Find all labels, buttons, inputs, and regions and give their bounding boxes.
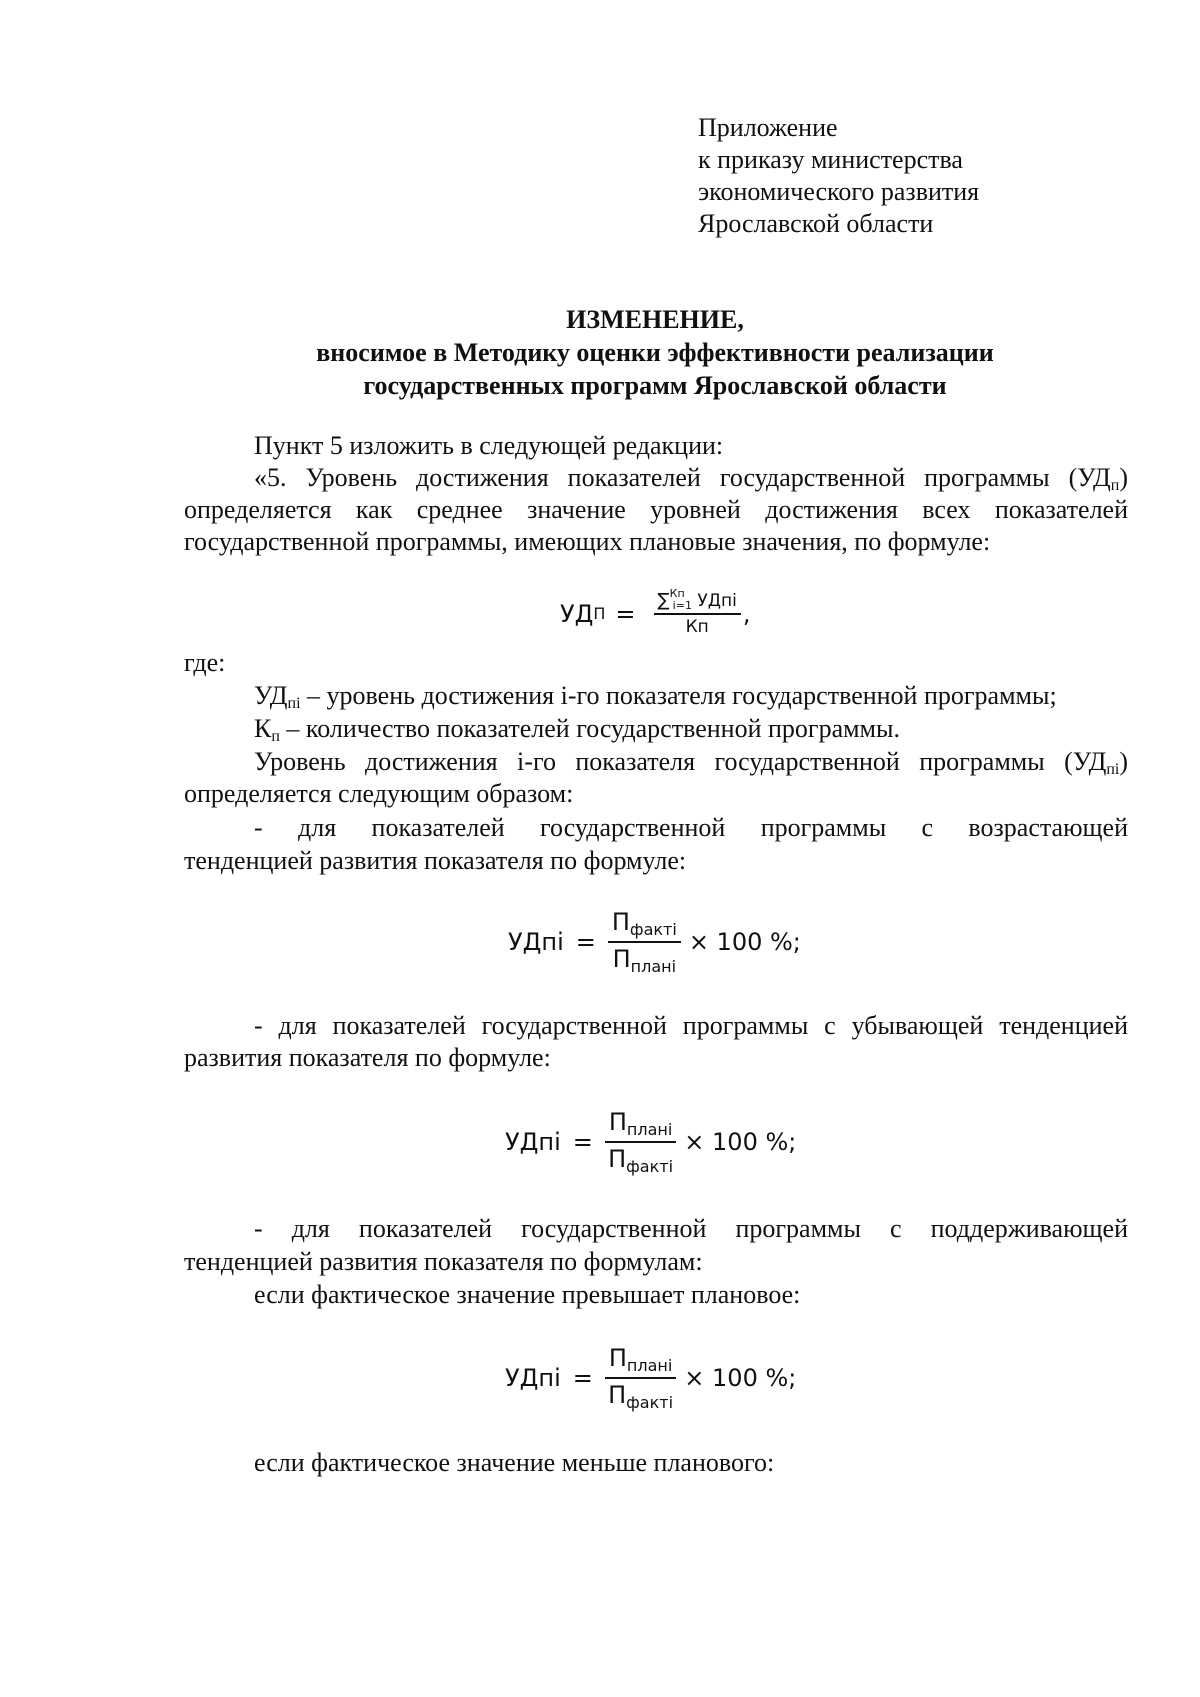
sum-upper-limit: Кп <box>669 587 685 600</box>
paragraph-text: - для показателей государственной программы с возрастающей <box>254 813 1128 842</box>
paragraph-where <box>184 647 1128 679</box>
formula-tail: × 100 %; <box>684 1128 797 1156</box>
paragraph-fact-exceeds-plan <box>184 1279 1128 1311</box>
formula-average-achievement <box>560 587 751 637</box>
paragraph-text: Пункт 5 изложить в следующей редакции: <box>254 431 724 460</box>
formula-symbol: П <box>608 1344 627 1372</box>
formula-subscript: планi <box>630 957 677 976</box>
formula-lhs: УДпi <box>508 928 564 956</box>
formula-lhs-subscript: П <box>593 604 606 623</box>
formula-decreasing-trend <box>505 1108 796 1176</box>
appendix-line: Приложение <box>698 113 838 142</box>
formula-denominator: Кп <box>685 617 709 637</box>
formula-increasing-trend <box>508 908 801 976</box>
formula-supporting-exceeds <box>505 1344 796 1412</box>
formula-symbol: П <box>611 908 630 936</box>
formula-denominator <box>608 1143 673 1176</box>
subscript: пi <box>287 695 301 712</box>
appendix-line: к приказу министерства <box>698 145 963 174</box>
formula-fraction <box>608 908 681 976</box>
formula-fraction <box>605 1108 676 1176</box>
paragraph-text: тенденцией развития показателя по формулам: <box>184 1247 703 1276</box>
paragraph-indicator-level <box>184 746 1128 810</box>
paragraph-text: если фактическое значение превышает плановое: <box>254 1280 801 1309</box>
formula-lhs: УД <box>560 599 594 628</box>
paragraph-supporting-line-1 <box>184 1213 1128 1245</box>
paragraph-text: ) определяется как среднее значение уровней достижения всех показателей государственной программы, имеющих плановые значения, по формуле: <box>184 463 1128 556</box>
paragraph-text: где: <box>184 648 226 677</box>
paragraph-text: - для показателей государственной программы с поддерживающей <box>254 1214 1128 1243</box>
formula-symbol: П <box>608 1145 627 1173</box>
formula-subscript: планi <box>626 1120 673 1139</box>
sum-lower-limit: i=1 <box>672 599 692 612</box>
formula-tail: × 100 %; <box>684 1364 797 1392</box>
formula-equals: = <box>572 1128 593 1156</box>
subscript: пi <box>1106 761 1120 778</box>
formula-lhs: УДпi <box>505 1128 561 1156</box>
formula-equals: = <box>572 1364 593 1392</box>
paragraph-text: Уровень достижения i-го показателя государственной программы (УД <box>254 747 1107 776</box>
formula-numerator <box>608 908 681 943</box>
appendix-header <box>698 112 979 240</box>
formula-tail: , <box>742 599 751 628</box>
formula-lhs: УДпi <box>505 1364 561 1392</box>
definition-ud-pi <box>184 680 1128 712</box>
paragraph-increasing-line-2 <box>184 845 1128 877</box>
paragraph-text: ) определяется следующим образом: <box>184 747 1128 808</box>
title-line-3: государственных программ Ярославской области <box>363 371 947 400</box>
paragraph-text: УД <box>254 681 288 710</box>
formula-symbol: П <box>608 1381 627 1409</box>
sum-term: УДпi <box>697 591 737 611</box>
formula-fraction <box>605 1344 676 1412</box>
formula-subscript: планi <box>626 1356 673 1375</box>
paragraph-decreasing <box>184 1010 1128 1074</box>
formula-subscript: фактi <box>629 920 677 939</box>
paragraph-text: «5. Уровень достижения показателей государственной программы (УД <box>254 463 1111 492</box>
formula-subscript: фактi <box>626 1157 674 1176</box>
paragraph-text: – уровень достижения i-го показателя государственной программы; <box>300 681 1057 710</box>
paragraph-increasing-line-1 <box>184 812 1128 844</box>
formula-equals: = <box>615 599 636 628</box>
formula-denominator <box>608 1379 673 1412</box>
formula-numerator <box>654 587 741 615</box>
paragraph-text: – количество показателей государственной программы. <box>279 714 900 743</box>
subscript: п <box>1110 477 1120 494</box>
appendix-line: Ярославской области <box>698 209 934 238</box>
formula-equals: = <box>575 928 596 956</box>
title-line-1: ИЗМЕНЕНИЕ, <box>566 305 744 334</box>
formula-numerator <box>605 1344 676 1379</box>
formula-numerator <box>605 1108 676 1143</box>
appendix-line: экономического развития <box>698 177 980 206</box>
formula-subscript: фактi <box>626 1393 674 1412</box>
document-title <box>0 303 1200 402</box>
subscript: п <box>271 728 280 745</box>
formula-denominator <box>613 943 676 976</box>
title-line-2: вносимое в Методику оценки эффективности реализации <box>316 338 994 367</box>
paragraph-text: - для показателей государственной программы с убывающей тенденцией развития показателя по формуле: <box>184 1011 1128 1072</box>
paragraph-text: если фактическое значение меньше планового: <box>254 1448 775 1477</box>
paragraph-text: тенденцией развития показателя по формуле: <box>184 846 687 875</box>
sigma-symbol: ∑ <box>657 590 670 611</box>
formula-symbol: П <box>608 1108 627 1136</box>
paragraph-intro <box>184 430 1128 462</box>
paragraph-supporting-line-2 <box>184 1246 1128 1278</box>
definition-k-p <box>184 713 1128 745</box>
paragraph-point-5 <box>184 462 1128 558</box>
formula-fraction <box>654 587 741 637</box>
paragraph-text: К <box>254 714 272 743</box>
formula-tail: × 100 %; <box>688 928 801 956</box>
paragraph-fact-below-plan <box>184 1447 1128 1479</box>
formula-symbol: П <box>612 945 631 973</box>
